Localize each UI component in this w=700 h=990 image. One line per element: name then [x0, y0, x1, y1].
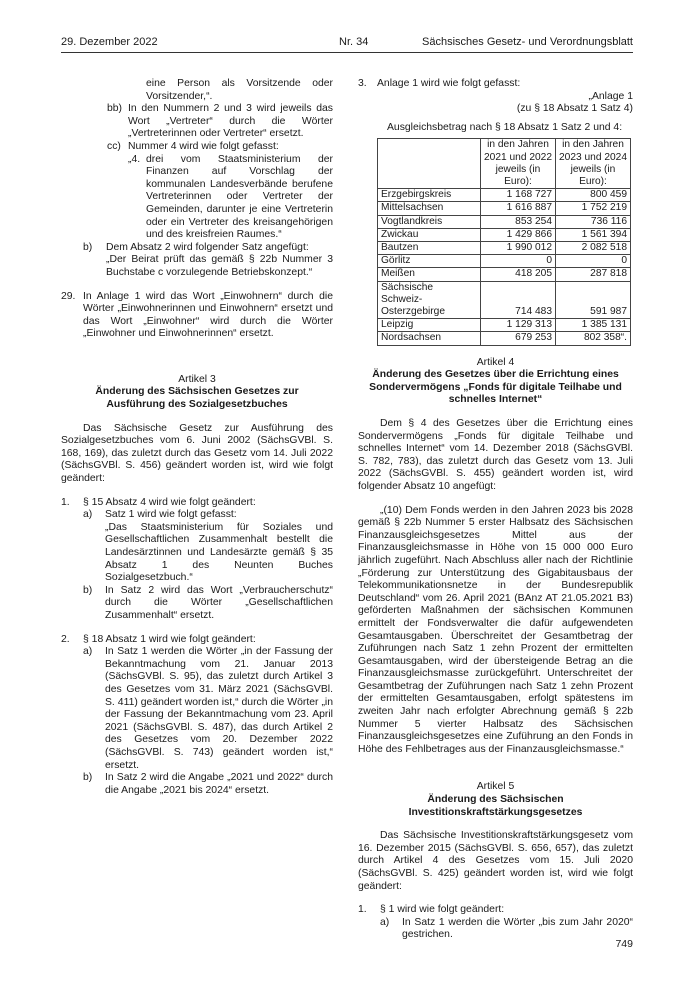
quoted-text: „Das Staatsministerium für Soziales und Gesellschaftlichen Zusammenhalt bestellt die Landesärztinnen und Landesärzte gemäß § 35 Absatz 1 des Neunten Buches Sozialgesetzbuch.“	[105, 521, 333, 584]
district-cell: Nordsachsen	[378, 332, 481, 345]
article-3-intro: Das Sächsische Gesetz zur Ausführung des Sozialgesetzbuches vom 6. Juni 2002 (SächsGVBl. S. 168, 169), das zuletzt durch das Gesetz vom 14. Juli 2022 (SächsGVBl. S. 456) geändert worden ist, wird wie folgt geändert:	[61, 422, 333, 485]
anlage-title: „Anlage 1	[588, 90, 633, 102]
quoted-item-4	[128, 154, 333, 242]
table-row	[378, 332, 631, 345]
item-text: In Anlage 1 wird das Wort „Einwohnern“ durch die Wörter „Einwohnerinnen und Einwohnern“ ersetzt und das Wort „Einwohner“ wird durch die Wörter „Einwohner und Einwohnerinnen“ ersetzt.	[83, 290, 333, 340]
gazette-title: Sächsisches Gesetz- und Verordnungsblatt	[422, 36, 633, 48]
table-row	[378, 242, 631, 255]
value-cell: 800 459	[556, 189, 631, 202]
table-row	[378, 281, 631, 319]
item-label: cc)	[107, 140, 121, 152]
district-cell: Meißen	[378, 268, 481, 281]
district-cell: Leipzig	[378, 319, 481, 332]
value-cell: 1 990 012	[481, 242, 556, 255]
item-label: a)	[83, 646, 93, 658]
continuation-text: eine Person als Vorsitzende oder Vorsitzender,“.	[146, 78, 333, 102]
value-cell: 1 616 887	[481, 202, 556, 215]
item-text: In Satz 1 werden die Wörter „bis zum Jahr 2020“ gestrichen.	[402, 916, 633, 941]
item-label: 1.	[358, 904, 367, 916]
value-cell: 0	[556, 255, 631, 268]
district-cell: Vogtlandkreis	[378, 215, 481, 228]
article-3-title: Änderung des Sächsischen Gesetzes zur Ausführung des Sozialgesetzbuches	[95, 386, 299, 411]
issue-number: Nr. 34	[339, 36, 369, 48]
item-text: § 15 Absatz 4 wird wie folgt geändert:	[83, 496, 256, 508]
page-header	[61, 36, 633, 50]
district-cell: Bautzen	[378, 242, 481, 255]
table-row	[378, 319, 631, 332]
item-label: b)	[83, 772, 93, 784]
issue-date: 29. Dezember 2022	[61, 36, 158, 48]
value-cell: 802 358“.	[556, 332, 631, 345]
value-cell: 1 429 866	[481, 228, 556, 241]
table-row	[378, 215, 631, 228]
table-header-cell: in den Jahren 2021 und 2022 jeweils (in Euro):	[481, 139, 556, 189]
district-cell: Zwickau	[378, 228, 481, 241]
art3-item-2b	[83, 772, 333, 797]
quoted-text: drei vom Staatsministerium der Finanzen auf Vorschlag der kommunalen Landesverbände berufene Vertreterinnen oder Vertreter der Gemeinden, darunter je eine Vertreterin oder ein Vertreter des kreisangehörigen und des kreisfreien Raumes.“	[146, 153, 333, 241]
item-label: 29.	[61, 290, 76, 302]
right-column	[358, 78, 633, 942]
item-text: In den Nummern 2 und 3 wird jeweils das Wort „Vertreter“ durch die Wörter „Vertreterinnen oder Vertreter“ ersetzt.	[128, 103, 333, 140]
page-number: 749	[615, 938, 633, 950]
item-text: Satz 1 wird wie folgt gefasst:	[105, 509, 237, 521]
item-label: 1.	[61, 496, 70, 508]
value-cell: 1 168 727	[481, 189, 556, 202]
art3-item-1	[61, 497, 333, 623]
art3-item-2a	[83, 646, 333, 772]
article-4-intro: Dem § 4 des Gesetzes über die Errichtung eines Sondervermögens „Fonds für digitale Teilhabe und schnelles Internet“ vom 14. Dezember 2018 (SächsGVBl. S. 782, 783), das zuletzt durch das Gesetz vom 13. Juli 2022 (SächsGVBl. S. 455) geändert worden ist, wird folgender Absatz 10 angefügt:	[358, 418, 633, 492]
art5-item-1	[358, 904, 633, 942]
item-text: Anlage 1 wird wie folgt gefasst:	[377, 78, 521, 89]
item-text: Nummer 4 wird wie folgt gefasst:	[128, 140, 279, 152]
value-cell: 287 818	[556, 268, 631, 281]
district-cell: Görlitz	[378, 255, 481, 268]
value-cell: 0	[481, 255, 556, 268]
value-cell: 736 116	[556, 215, 631, 228]
item-text: § 18 Absatz 1 wird wie folgt geändert:	[83, 633, 256, 645]
table-row	[378, 228, 631, 241]
item-text: In Satz 2 wird das Wort „Verbraucherschutz“ durch die Wörter „Gesellschaftlichen Zusammenhalt“ ersetzt.	[105, 584, 333, 621]
table-header-cell: in den Jahren 2023 und 2024 jeweils (in Euro):	[556, 139, 631, 189]
article-5-label: Artikel 5	[476, 781, 515, 793]
left-column	[61, 78, 333, 797]
value-cell: 1 561 394	[556, 228, 631, 241]
item-label: b)	[83, 241, 93, 253]
value-cell: 1 385 131	[556, 319, 631, 332]
item-29	[61, 291, 333, 341]
article-4-title: Änderung des Gesetzes über die Errichtung eines Sondervermögens „Fonds für digitale Teilhabe und schnelles Internet“	[369, 369, 622, 406]
item-label: bb)	[107, 103, 123, 115]
district-cell: Erzgebirgskreis	[378, 189, 481, 202]
item-text: In Satz 2 wird die Angabe „2021 und 2022“ durch die Angabe „2021 bis 2024“ ersetzt.	[105, 772, 333, 796]
article-4-label: Artikel 4	[476, 356, 515, 368]
art5-item-1a	[380, 917, 633, 942]
quoted-text: „Der Beirat prüft das gemäß § 22b Nummer 3 Buchstabe c vorzulegende Betriebskonzept.“	[106, 254, 333, 278]
table-row	[378, 255, 631, 268]
art3-item-2	[61, 634, 333, 798]
item-label: a)	[380, 916, 390, 928]
table-row	[378, 202, 631, 215]
value-cell: 714 483	[481, 281, 556, 319]
item-label: 2.	[61, 633, 70, 645]
anlage-reference: (zu § 18 Absatz 1 Satz 4)	[516, 103, 633, 115]
header-rule	[61, 52, 633, 53]
art3-item-3	[358, 78, 633, 91]
table-header-row	[378, 139, 631, 189]
value-cell: 679 253	[481, 332, 556, 345]
item-label: b)	[83, 584, 93, 596]
district-cell: Sächsische Schweiz-Osterzgebirge	[378, 281, 481, 319]
value-cell: 1 752 219	[556, 202, 631, 215]
item-cc	[107, 141, 333, 242]
value-cell: 853 254	[481, 215, 556, 228]
value-cell: 2 082 518	[556, 242, 631, 255]
article-5-intro: Das Sächsische Investitionskraftstärkungsgesetz vom 16. Dezember 2015 (SächsGVBl. S. 656, 657), das zuletzt durch Artikel 4 des Gesetzes vom 15. Juli 2020 (SächsGVBl. S. 425) geändert worden ist, wird wie folgt geändert:	[358, 830, 633, 892]
quoted-label: „4.	[128, 153, 141, 165]
article-4-new-paragraph: „(10) Dem Fonds werden in den Jahren 2023 bis 2028 gemäß § 22b Nummer 5 erster Halbsatz des Sächsischen Finanzausgleichsgesetzes Mittel aus der Finanzausgleichsmasse in Höhe von 15 000 000 Euro jährlich zugeführt. Nach Abschluss aller nach der Richtlinie „Förderung zur Unterstützung des Gigabitausbaus der Telekommunikationsnetze in der Bundesrepublik Deutschland“ vom 26. April 2021 (BAnz AT 21.05.2021 B3) geförderten Maßnahmen der sächsischen Kommunen ermittelt der Fondsverwalter die dafür aufgewendeten Gesamtausgaben. Überschreitet der Gesamtbetrag der Zuführungen nach Satz 1 zehn Prozent der ermittelten Gesamtausgaben, wird der übersteigende Betrag an die Finanzausgleichsmasse zurückgeführt. Unterschreitet der Gesamtbetrag der Zuführungen nach Satz 1 zehn Prozent der ermittelten Gesamtausgaben, erfolgt spätestens im zweiten Jahr nach erfolgter Abrechnung gemäß § 22b Nummer 5 vierter Halbsatz des Sächsischen Finanzausgleichsgesetzes eine Zuführung an den Fonds in Höhe des Fehlbetrages aus der Finanzausgleichsmasse.“	[358, 504, 633, 755]
item-label: a)	[83, 509, 93, 521]
item-text: In Satz 1 werden die Wörter „in der Fassung der Bekanntmachung vom 21. Januar 2013 (SächsGVBl. S. 95), das zuletzt durch Artikel 3 des Gesetzes vom 31. März 2021 (SächsGVBl. S. 411) geändert worden ist,“ durch die Wörter „in der Fassung der Bekanntmachung vom 23. April 2021 (SächsGVBl. S. 487), das durch Artikel 2 des Gesetzes vom 20. Dezember 2022 (SächsGVBl. S. 743) geändert worden ist,“ ersetzt.	[105, 646, 333, 771]
art3-item-1a	[83, 509, 333, 585]
allocation-table	[377, 138, 631, 345]
article-3-label: Artikel 3	[178, 373, 216, 385]
art3-item-1b	[83, 585, 333, 623]
table-caption: Ausgleichsbetrag nach § 18 Absatz 1 Satz 2 und 4:	[387, 121, 623, 133]
district-cell: Mittelsachsen	[378, 202, 481, 215]
item-label: 3.	[358, 78, 367, 89]
table-row	[378, 268, 631, 281]
value-cell: 591 987	[556, 281, 631, 319]
table-header-cell	[378, 139, 481, 189]
table-row	[378, 189, 631, 202]
item-b	[83, 242, 333, 280]
item-text: § 1 wird wie folgt geändert:	[380, 904, 505, 916]
article-5-title: Änderung des Sächsischen Investitionskraftstärkungsgesetzes	[408, 794, 583, 818]
value-cell: 1 129 313	[481, 319, 556, 332]
value-cell: 418 205	[481, 268, 556, 281]
item-bb	[107, 103, 333, 141]
item-text: Dem Absatz 2 wird folgender Satz angefügt:	[106, 241, 309, 253]
